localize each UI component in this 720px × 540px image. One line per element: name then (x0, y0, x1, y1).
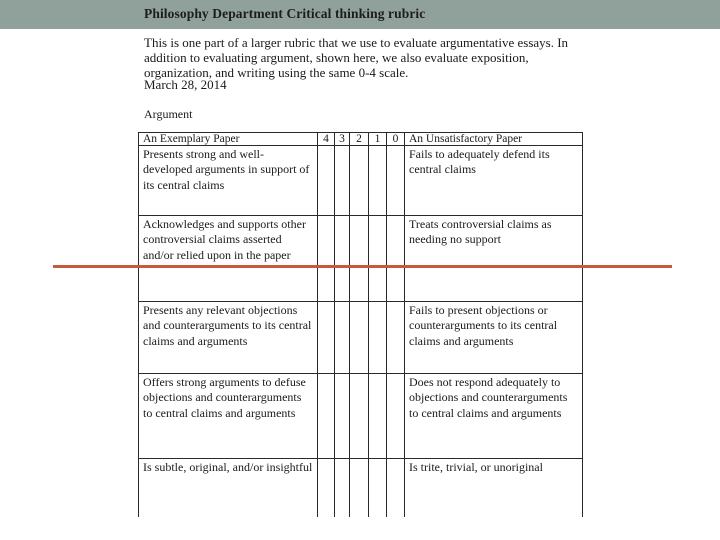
score-cell (369, 459, 387, 517)
header-unsatisfactory: An Unsatisfactory Paper (405, 133, 583, 146)
header-score-2: 2 (350, 133, 369, 146)
score-cell (350, 216, 369, 302)
unsatisfactory-criterion: Fails to present objections or counterarguments to its central claims and arguments (405, 302, 583, 374)
table-row (139, 302, 583, 374)
document-date: March 28, 2014 (144, 77, 227, 92)
score-cell (335, 374, 350, 459)
score-cell (318, 302, 335, 374)
unsatisfactory-criterion: Does not respond adequately to objections and counterarguments to central claims and arguments (405, 374, 583, 459)
table-row (139, 459, 583, 517)
rubric-table (138, 132, 583, 517)
score-cell (369, 146, 387, 216)
exemplary-criterion: Presents strong and well-developed arguments in support of its central claims (139, 146, 318, 216)
score-cell (387, 146, 405, 216)
score-cell (387, 302, 405, 374)
section-heading: Argument (144, 107, 193, 121)
unsatisfactory-criterion: Treats controversial claims as needing no support (405, 216, 583, 302)
header-exemplary: An Exemplary Paper (139, 133, 318, 146)
exemplary-criterion: Is subtle, original, and/or insightful (139, 459, 318, 517)
table-row (139, 374, 583, 459)
exemplary-criterion: Presents any relevant objections and counterarguments to its central claims and arguments (139, 302, 318, 374)
exemplary-criterion: Acknowledges and supports other controversial claims asserted and/or relied upon in the paper (139, 216, 318, 302)
table-row (139, 216, 583, 302)
score-cell (387, 459, 405, 517)
header-score-4: 4 (318, 133, 335, 146)
document-title: Philosophy Department Critical thinking rubric (144, 6, 426, 21)
exemplary-criterion: Offers strong arguments to defuse objections and counterarguments to central claims and arguments (139, 374, 318, 459)
score-cell (318, 459, 335, 517)
score-cell (318, 216, 335, 302)
score-cell (350, 374, 369, 459)
score-cell (350, 146, 369, 216)
score-cell (335, 146, 350, 216)
header-score-1: 1 (369, 133, 387, 146)
table-row (139, 146, 583, 216)
intro-paragraph: This is one part of a larger rubric that we use to evaluate argumentative essays. In addition to evaluating argument, shown here, we also evaluate exposition, organization, and writing using the same 0-4 scale. (144, 35, 569, 80)
score-cell (318, 146, 335, 216)
unsatisfactory-criterion: Fails to adequately defend its central claims (405, 146, 583, 216)
accent-divider-line (53, 265, 672, 268)
score-cell (387, 216, 405, 302)
unsatisfactory-criterion: Is trite, trivial, or unoriginal (405, 459, 583, 517)
score-cell (350, 459, 369, 517)
score-cell (369, 216, 387, 302)
score-cell (335, 459, 350, 517)
header-score-0: 0 (387, 133, 405, 146)
score-cell (369, 302, 387, 374)
score-cell (335, 216, 350, 302)
rubric-header-row (139, 133, 583, 146)
score-cell (369, 374, 387, 459)
score-cell (318, 374, 335, 459)
score-cell (387, 374, 405, 459)
score-cell (350, 302, 369, 374)
score-cell (335, 302, 350, 374)
header-score-3: 3 (335, 133, 350, 146)
